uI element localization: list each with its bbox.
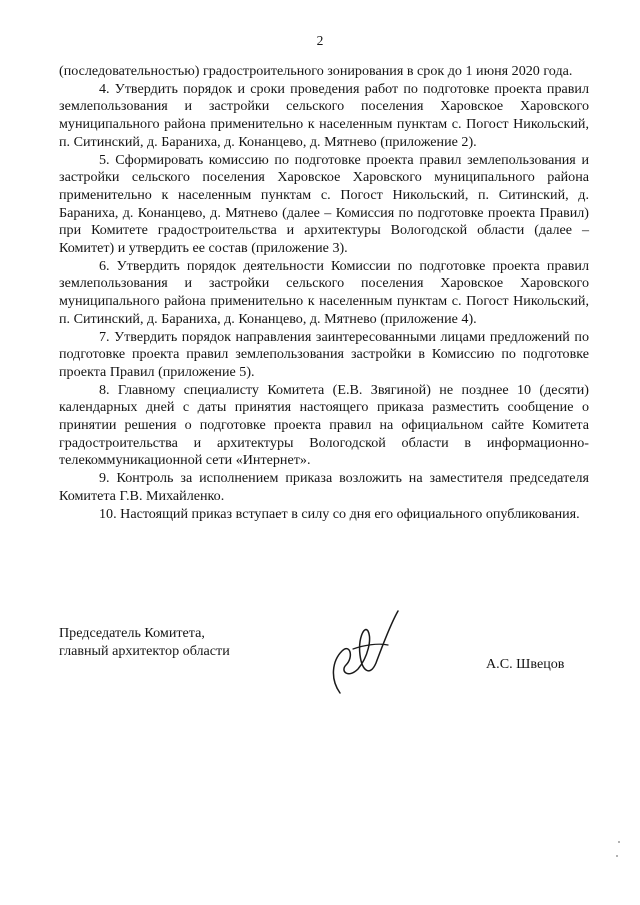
signatory-title <box>59 624 230 660</box>
page-number: 2 <box>316 33 324 48</box>
paragraph-item-7: 7. Утвердить порядок направления заинтересованными лицами предложений по подготовке проекта правил землепользования застройки в Комиссию по подготовке проекта Правил (приложение 5). <box>59 328 589 380</box>
signatory-title-line-1: Председатель Комитета, <box>59 625 205 641</box>
paragraph-item-6: 6. Утвердить порядок деятельности Комиссии по подготовке проекта правил землепользования и застройки сельского поселения Харовское Харовского муниципального района применительно к населенным пунктам с. Погост Никольский, п. Ситинский, д. Бараниха, д. Конанцево, д. Мятнево (приложение 4). <box>59 257 589 327</box>
paragraph-item-9: 9. Контроль за исполнением приказа возложить на заместителя председателя Комитета Г.В. Михайленко. <box>59 470 589 504</box>
handwritten-signature <box>318 605 402 697</box>
scan-speck <box>618 841 620 843</box>
document-body <box>59 63 589 523</box>
signatory-title-line-2: главный архитектор области <box>59 643 230 659</box>
paragraph-item-8: 8. Главному специалисту Комитета (Е.В. Звягиной) не позднее 10 (десяти) календарных дней с даты принятия настоящего приказа разместить сообщение о принятии решения о подготовке проекта правил на официальном сайте Комитета градостроительства и архитектуры Вологодской области в информационно-телекоммуникационной сети «Интернет». <box>59 381 589 469</box>
scan-speck <box>616 855 618 857</box>
signatory-name: А.С. Швецов <box>486 656 565 672</box>
paragraph-item-5: 5. Сформировать комиссию по подготовке проекта правил землепользования и застройки сельского поселения Харовское Харовского муниципального района применительно к населенным пунктам с. Погост Никольский, п. Ситинский, д. Бараниха, д. Конанцево, д. Мятнево (далее – Комиссия по подготовке проекта Правил) при Комитете градостроительства и архитектуры Вологодской области (далее – Комитет) и утвердить ее состав (приложение 3). <box>59 151 589 257</box>
paragraph-continuation: (последовательностью) градостроительного зонирования в срок до 1 июня 2020 года. <box>59 63 573 79</box>
paragraph-item-4: 4. Утвердить порядок и сроки проведения работ по подготовке проекта правил землепользования и застройки сельского поселения Харовское Харовского муниципального района применительно к населенным пунктам с. Погост Никольский, п. Ситинский, д. Бараниха, д. Конанцево, д. Мятнево (приложение 2). <box>59 80 589 150</box>
paragraph-item-10: 10. Настоящий приказ вступает в силу со дня его официального опубликования. <box>99 505 580 522</box>
